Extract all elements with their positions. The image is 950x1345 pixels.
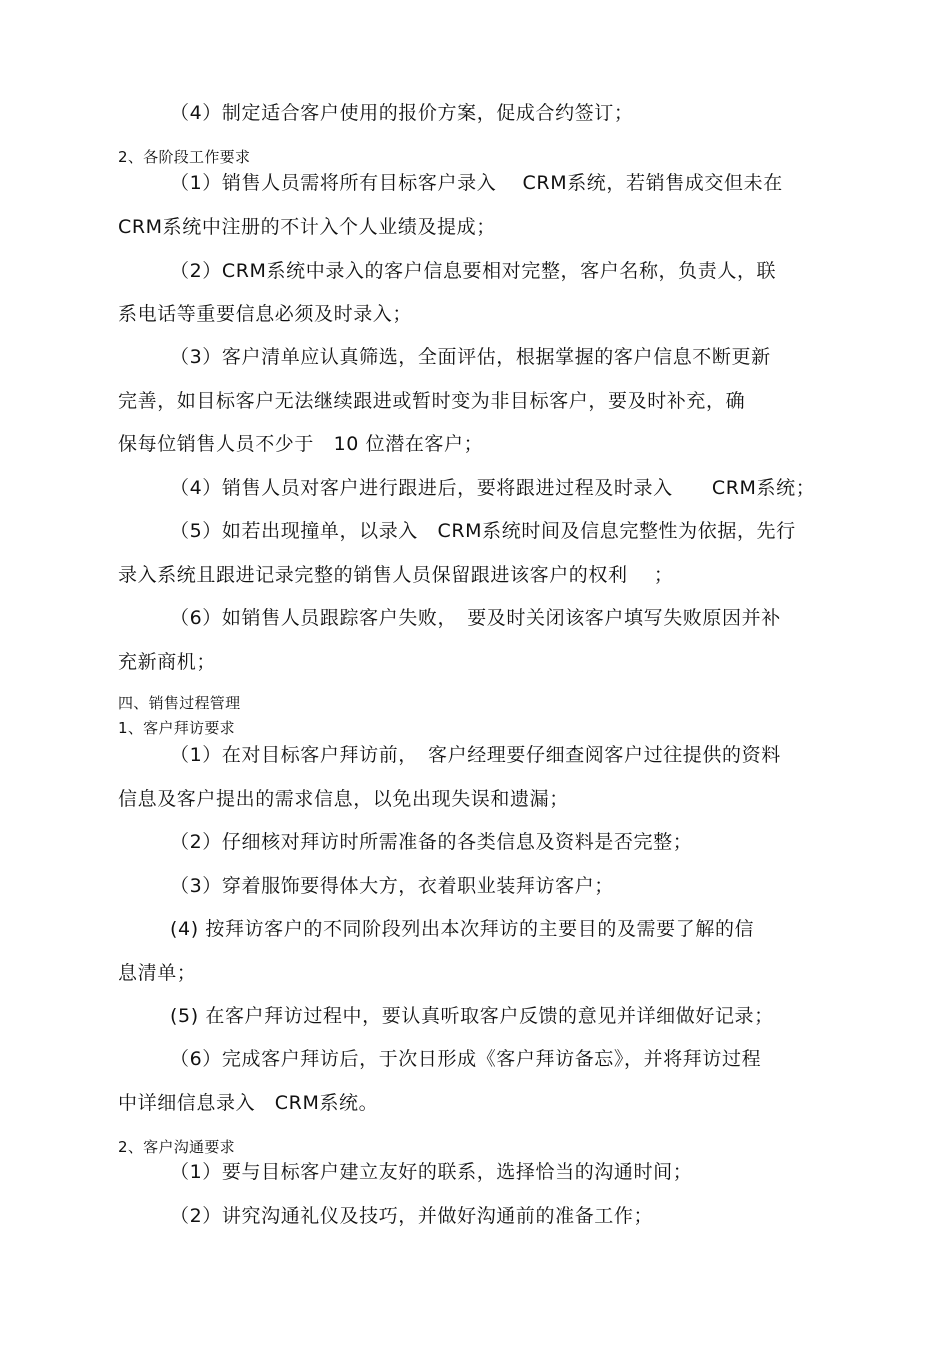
paragraph-line: （2）仔细核对拜访时所需准备的各类信息及资料是否完整； — [170, 831, 693, 853]
paragraph-line: （1）销售人员需将所有目标客户录入 CRM系统，若销售成交但未在 — [170, 172, 783, 194]
paragraph-line: （4）制定适合客户使用的报价方案，促成合约签订； — [170, 102, 634, 124]
paragraph-line: （1）要与目标客户建立友好的联系，选择恰当的沟通时间； — [170, 1161, 693, 1183]
paragraph-line: 信息及客户提出的需求信息，以免出现失误和遗漏； — [118, 788, 569, 810]
paragraph-line: 完善，如目标客户无法继续跟进或暂时变为非目标客户，要及时补充，确 — [118, 390, 746, 412]
paragraph-line: （4）销售人员对客户进行跟进后，要将跟进过程及时录入 CRM系统； — [170, 477, 816, 499]
paragraph-line: （2）CRM系统中录入的客户信息要相对完整，客户名称，负责人，联 — [170, 260, 777, 282]
paragraph-line: (5) 在客户拜访过程中，要认真听取客户反馈的意见并详细做好记录； — [170, 1005, 774, 1027]
section-heading: 四、销售过程管理 — [118, 694, 241, 712]
paragraph-line: （3）客户清单应认真筛选，全面评估，根据掌握的客户信息不断更新 — [170, 346, 771, 368]
paragraph-line: （6）完成客户拜访后，于次日形成《客户拜访备忘》，并将拜访过程 — [170, 1048, 762, 1070]
paragraph-line: 保每位销售人员不少于 10 位潜在客户； — [118, 433, 484, 455]
paragraph-line: （1）在对目标客户拜访前， 客户经理要仔细查阅客户过往提供的资料 — [170, 744, 781, 766]
paragraph-line: CRM系统中注册的不计入个人业绩及提成； — [118, 216, 496, 238]
paragraph-line: 系电话等重要信息必须及时录入； — [118, 303, 413, 325]
section-heading: 1、客户拜访要求 — [118, 719, 235, 737]
paragraph-line: 录入系统且跟进记录完整的销售人员保留跟进该客户的权利 ； — [118, 564, 674, 586]
paragraph-line: （2）讲究沟通礼仪及技巧，并做好沟通前的准备工作； — [170, 1205, 654, 1227]
paragraph-line: （5）如若出现撞单，以录入 CRM系统时间及信息完整性为依据，先行 — [170, 520, 796, 542]
paragraph-line: （6）如销售人员跟踪客户失败， 要及时关闭该客户填写失败原因并补 — [170, 607, 781, 629]
paragraph-line: （3）穿着服饰要得体大方，衣着职业装拜访客户； — [170, 875, 614, 897]
paragraph-line: 息清单； — [118, 962, 197, 984]
paragraph-line: (4) 按拜访客户的不同阶段列出本次拜访的主要目的及需要了解的信 — [170, 918, 755, 940]
paragraph-line: 充新商机； — [118, 651, 217, 673]
section-heading: 2、客户沟通要求 — [118, 1138, 235, 1156]
section-heading: 2、各阶段工作要求 — [118, 148, 251, 166]
paragraph-line: 中详细信息录入 CRM系统。 — [118, 1092, 379, 1114]
